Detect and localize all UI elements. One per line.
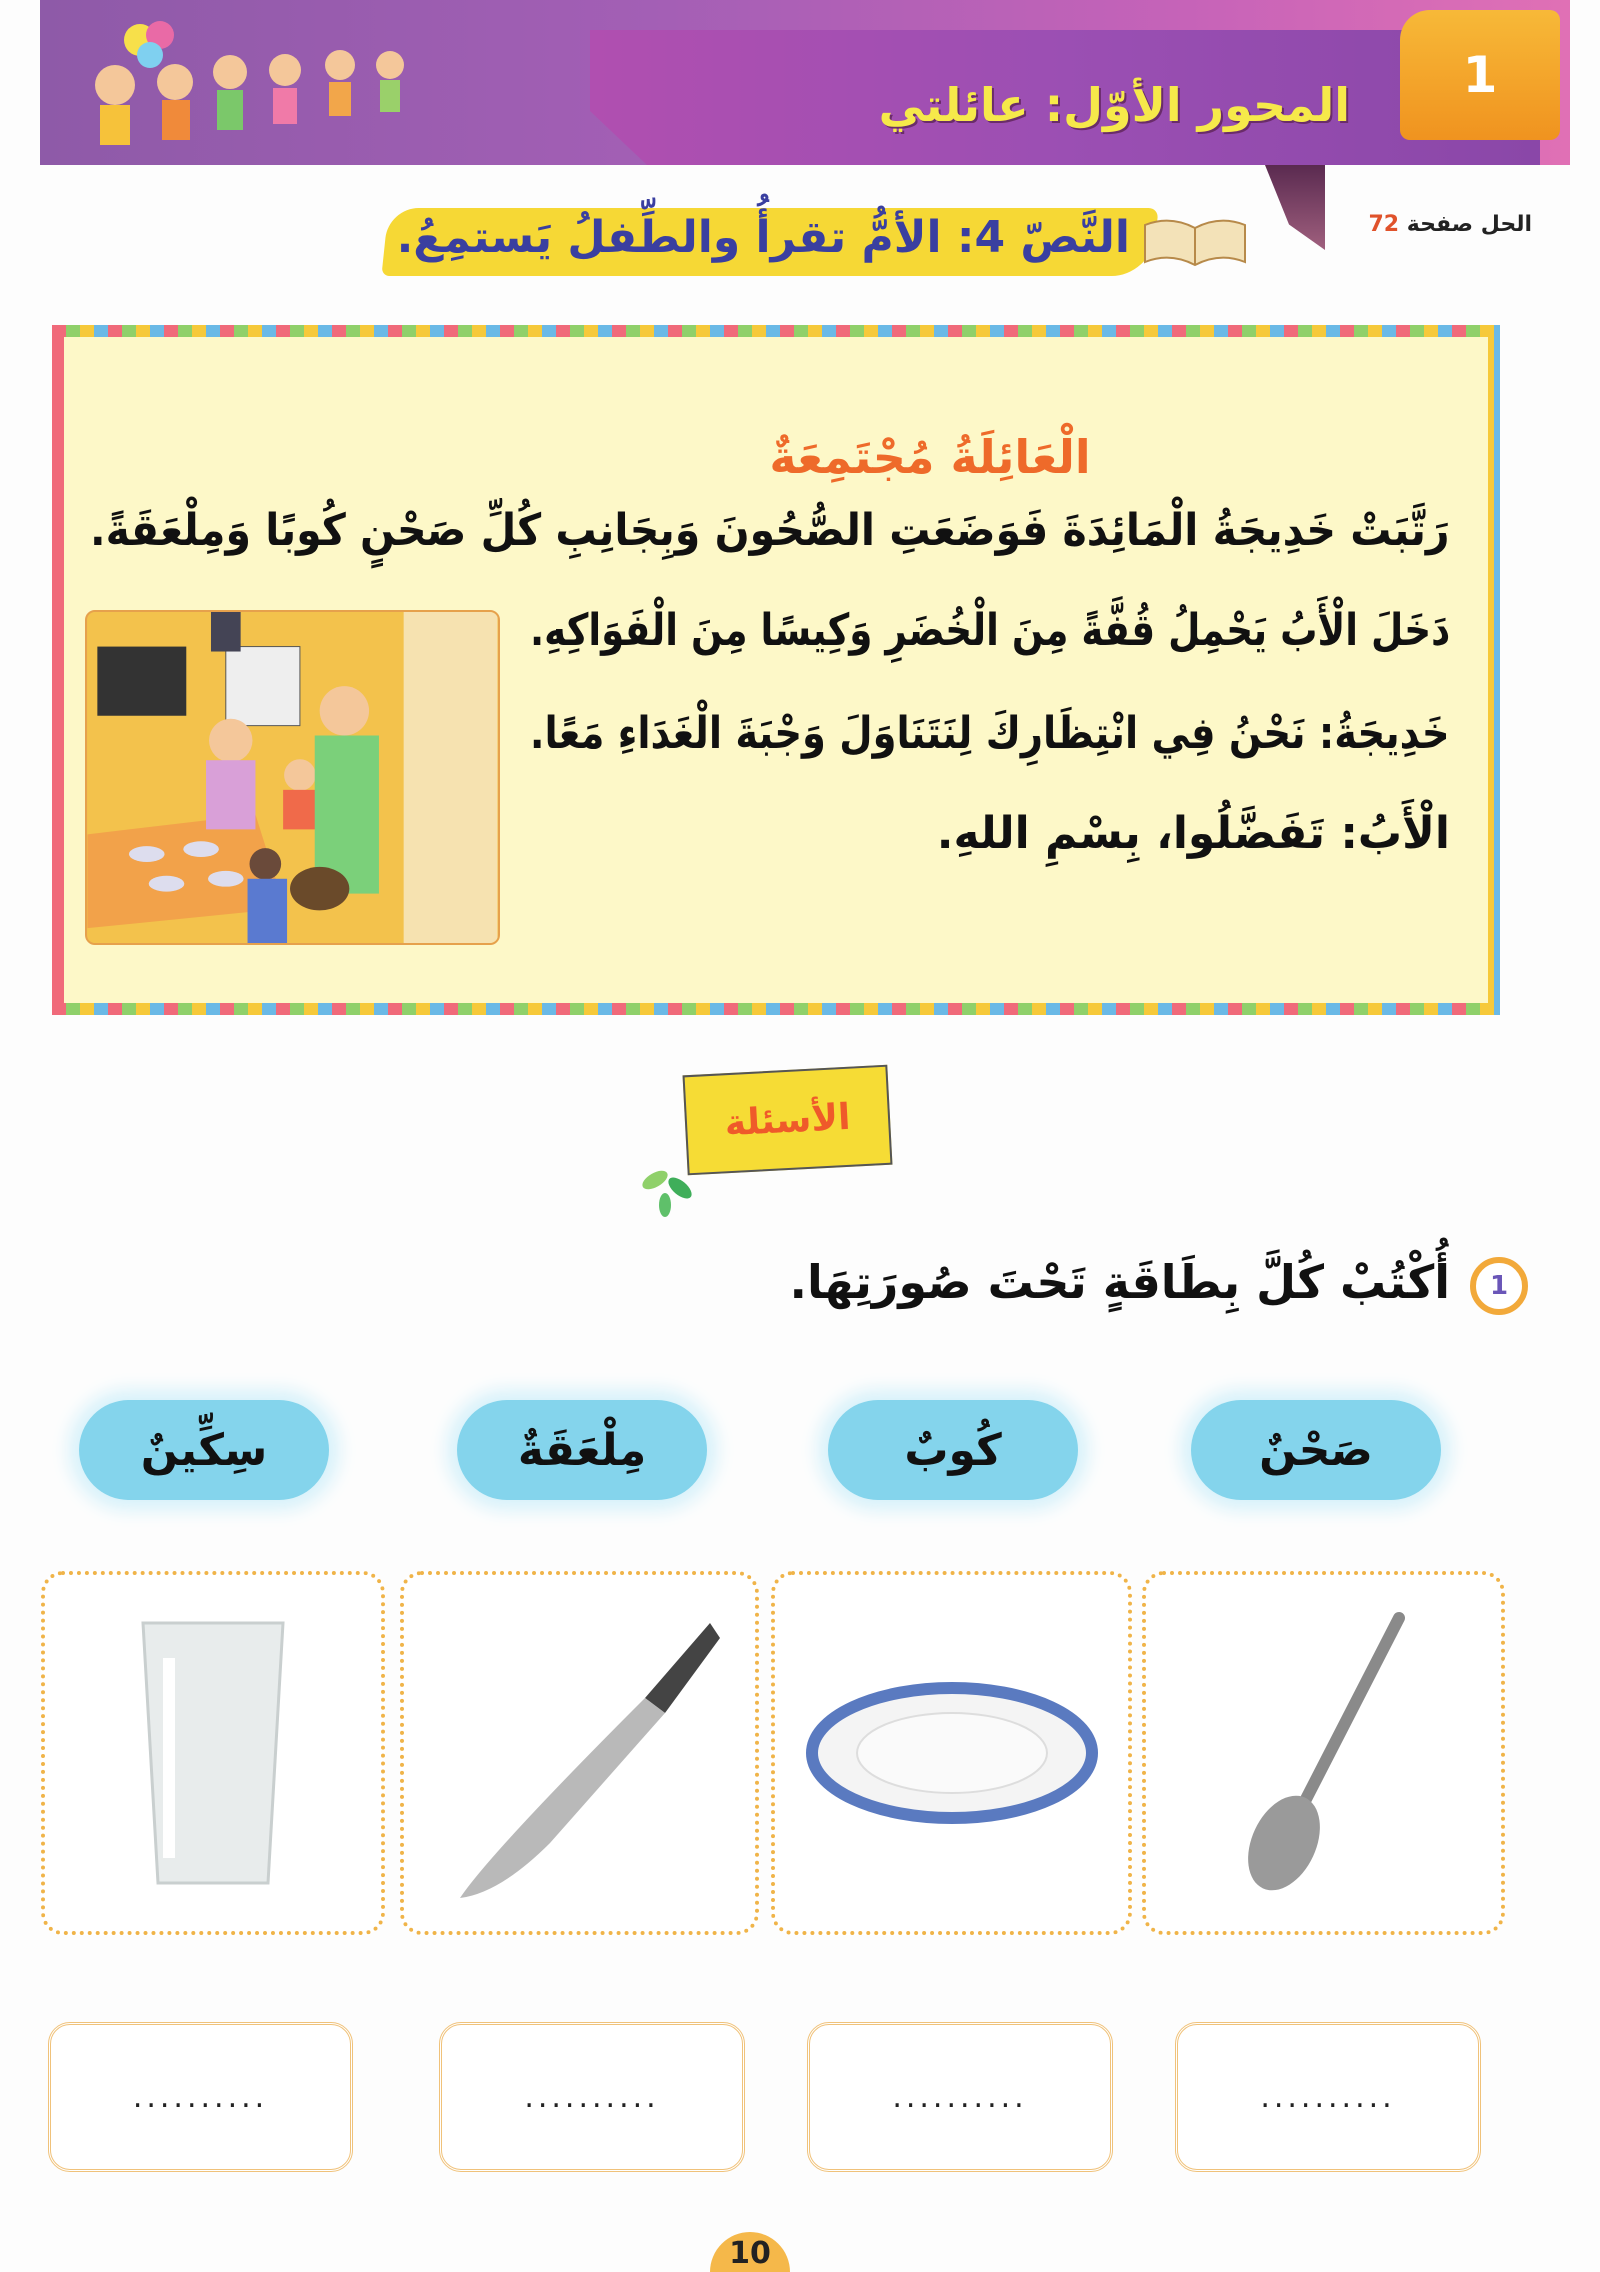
unit-number-tab: 1 [1400,10,1560,140]
page-number: 10 [710,2232,790,2272]
picture-box-spoon [1142,1571,1505,1935]
ribbon-fold [1265,165,1325,250]
word-card[interactable]: كُوبٌ [828,1400,1078,1500]
questions-label: الأسئلة [723,1096,852,1144]
answer-field[interactable]: .......... [807,2022,1113,2172]
solution-ref-page: 72 [1368,212,1400,237]
story-line: الْأَبُ: تَفَضَّلُوا، بِسْمِ اللهِ. [936,808,1450,859]
lesson-title: النَّصّ 4: الأمُّ تقرأُ والطِّفلُ يَستمِعُ. [396,212,1130,263]
glass-icon [138,1618,288,1888]
answer-field[interactable]: .......... [439,2022,745,2172]
book-icon [1140,210,1250,270]
story-title: الْعَائِلَةُ مُجْتَمِعَةٌ [769,430,1091,484]
question-number-badge: 1 [1470,1257,1528,1315]
plate-icon [802,1673,1102,1833]
word-card[interactable]: سِكِّينٌ [79,1400,329,1500]
family-dinner-illustration [85,610,500,945]
word-card[interactable]: صَحْنٌ [1191,1400,1441,1500]
leaf-icon [635,1160,705,1220]
solution-reference [1368,212,1532,237]
questions-heading [683,1065,893,1176]
story-line: دَخَلَ الْأَبُ يَحْمِلُ قُفَّةً مِنَ الْخُضَرِ وَكِيسًا مِنَ الْفَوَاكِهِ. [529,605,1450,656]
children-illustration [45,10,425,170]
word-card[interactable]: مِلْعَقَةٌ [457,1400,707,1500]
answer-field[interactable]: .......... [48,2022,353,2172]
unit-title: المحور الأوّل: عائلتي [878,78,1350,132]
solution-ref-label: الحل صفحة [1406,212,1532,237]
question-1-text: أُكْتُبْ كُلَّ بِطَاقَةٍ تَحْتَ صُورَتِهَا. [789,1255,1450,1309]
story-line: رَتَّبَتْ خَدِيجَةُ الْمَائِدَةَ فَوَضَعَتِ الصُّحُونَ وَبِجَانِبِ كُلِّ صَحْنٍ كُوبًا وَمِلْعَقَةً. [90,505,1450,556]
picture-box-knife [400,1571,759,1935]
story-line: خَدِيجَةُ: نَحْنُ فِي انْتِظَارِكَ لِنَتَنَاوَلَ وَجْبَةَ الْغَدَاءِ مَعًا. [530,708,1450,759]
picture-box-glass [41,1571,385,1935]
picture-box-plate [771,1571,1132,1935]
knife-icon [430,1603,730,1903]
answer-field[interactable]: .......... [1175,2022,1481,2172]
spoon-icon [1224,1603,1424,1903]
